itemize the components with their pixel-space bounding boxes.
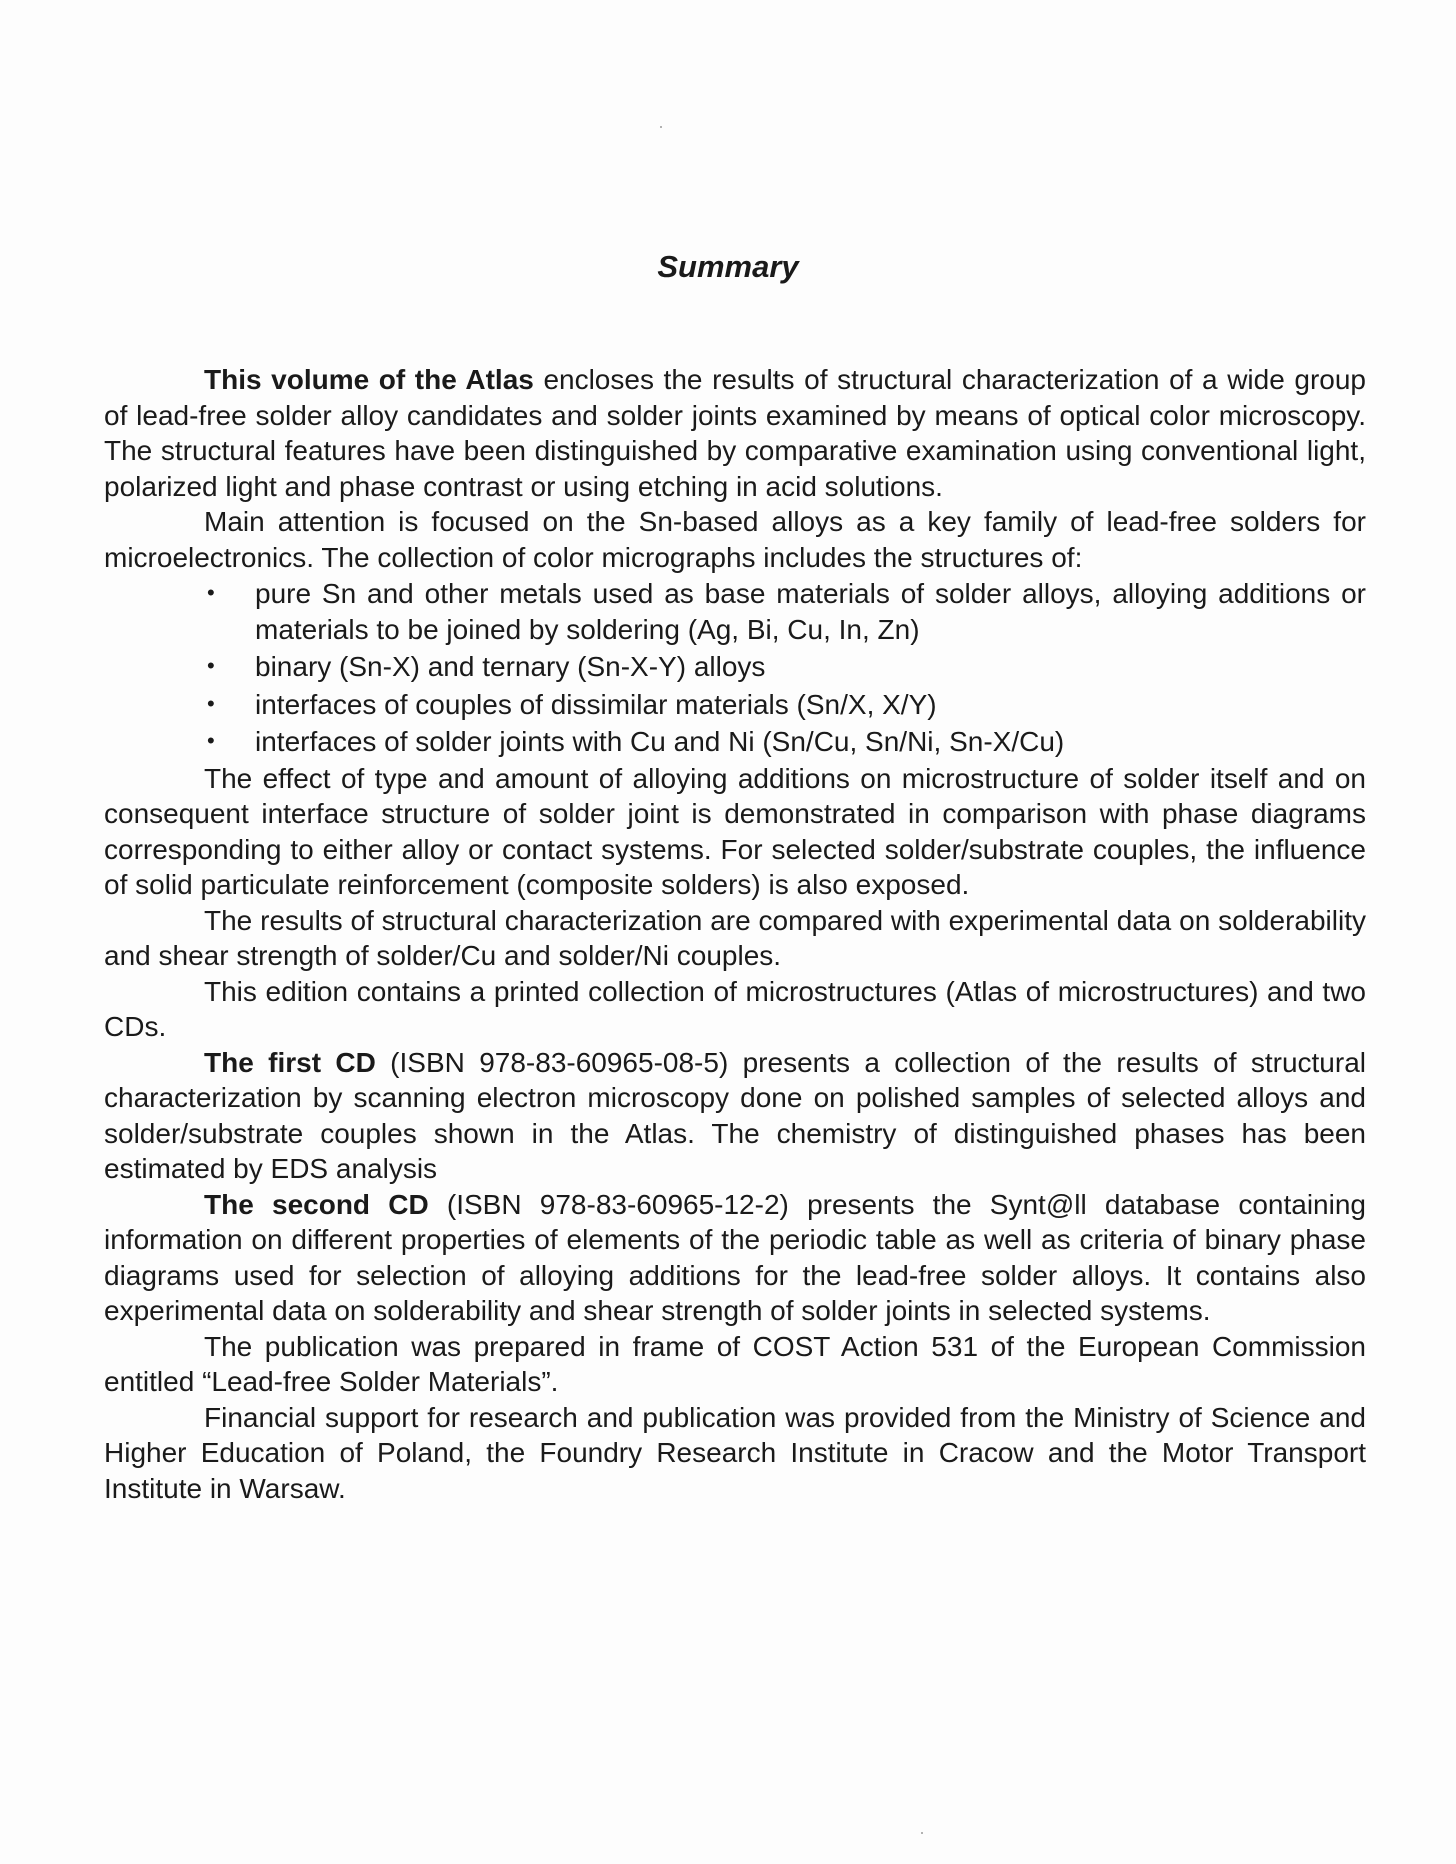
list-item — [207, 686, 1366, 724]
list-item-text: interfaces of couples of dissimilar materials (Sn/X, X/Y) — [255, 688, 937, 720]
bullet-icon: • — [207, 653, 215, 678]
first-cd-text: (ISBN 978-83-60965-08-5) presents a collection of the results of structural characterization by scanning electron microscopy done on polished samples of selected alloys and solder/substrate couples shown in the Atlas. The chemistry of distinguished phases has been estimated by EDS analysis — [104, 1046, 1366, 1184]
bullet-icon: • — [207, 728, 215, 753]
paragraph-edition-contents: This edition contains a printed collection of microstructures (Atlas of microstructures) and two CDs. — [104, 975, 1366, 1042]
atlas-volume-text: encloses the results of structural characterization of a wide group of lead-free solder alloy candidates and solder joints examined by means of optical color microscopy. The structural features have been distinguished by comparative examination using conventional light, polarized light and phase contrast or using etching in acid solutions. — [104, 364, 1367, 502]
paragraph-first-cd — [104, 1045, 1366, 1187]
summary-body — [104, 362, 1366, 1506]
list-item — [207, 648, 1366, 686]
paragraph-alloying-effect: The effect of type and amount of alloying additions on microstructure of solder itself and on consequent interface structure of solder joint is demonstrated in comparison with phase diagrams corresponding to either alloy or contact systems. For selected solder/substrate couples, the influence of solid particulate reinforcement (composite solders) is also exposed. — [104, 762, 1366, 900]
second-cd-lead: The second CD — [204, 1188, 429, 1220]
paragraph-atlas-volume — [104, 362, 1366, 504]
paragraph-financial-support: Financial support for research and publication was provided from the Ministry of Science and Higher Education of Poland, the Foundry Research Institute in Cracow and the Motor Transport Institute in Warsaw. — [104, 1401, 1366, 1504]
structures-list — [207, 575, 1366, 761]
list-item-text: binary (Sn-X) and ternary (Sn-X-Y) alloys — [255, 651, 766, 682]
second-cd-text: (ISBN 978-83-60965-12-2) presents the Synt@ll database containing information on different properties of elements of the periodic table as well as criteria of binary phase diagrams used for selection of alloying additions for the lead-free solder alloys. It contains also experimental data on solderability and shear strength of solder joints in selected systems. — [104, 1188, 1366, 1326]
bullet-icon: • — [207, 580, 215, 605]
page-title: Summary — [657, 249, 799, 284]
paragraph-second-cd — [104, 1187, 1366, 1329]
scan-speck — [921, 1832, 923, 1834]
bullet-icon: • — [207, 690, 215, 716]
list-item-text: pure Sn and other metals used as base materials of solder alloys, alloying additions or materials to be joined by soldering (Ag, Bi, Cu, In, Zn) — [255, 578, 1366, 645]
paragraph-results-comparison: The results of structural characterization are compared with experimental data on solderability and shear strength of solder/Cu and solder/Ni couples. — [104, 904, 1366, 971]
list-item — [207, 723, 1366, 761]
scan-speck — [660, 126, 662, 128]
paragraph-main-attention: Main attention is focused on the Sn-based alloys as a key family of lead-free solders for microelectronics. The collection of color micrographs includes the structures of: — [104, 506, 1366, 573]
list-item — [207, 575, 1366, 648]
paragraph-cost-action: The publication was prepared in frame of COST Action 531 of the European Commission entitled “Lead-free Solder Materials”. — [104, 1330, 1366, 1397]
list-item-text: interfaces of solder joints with Cu and Ni (Sn/Cu, Sn/Ni, Sn-X/Cu) — [255, 726, 1065, 757]
first-cd-lead: The first CD — [204, 1046, 376, 1078]
atlas-volume-lead: This volume of the Atlas — [204, 364, 534, 395]
